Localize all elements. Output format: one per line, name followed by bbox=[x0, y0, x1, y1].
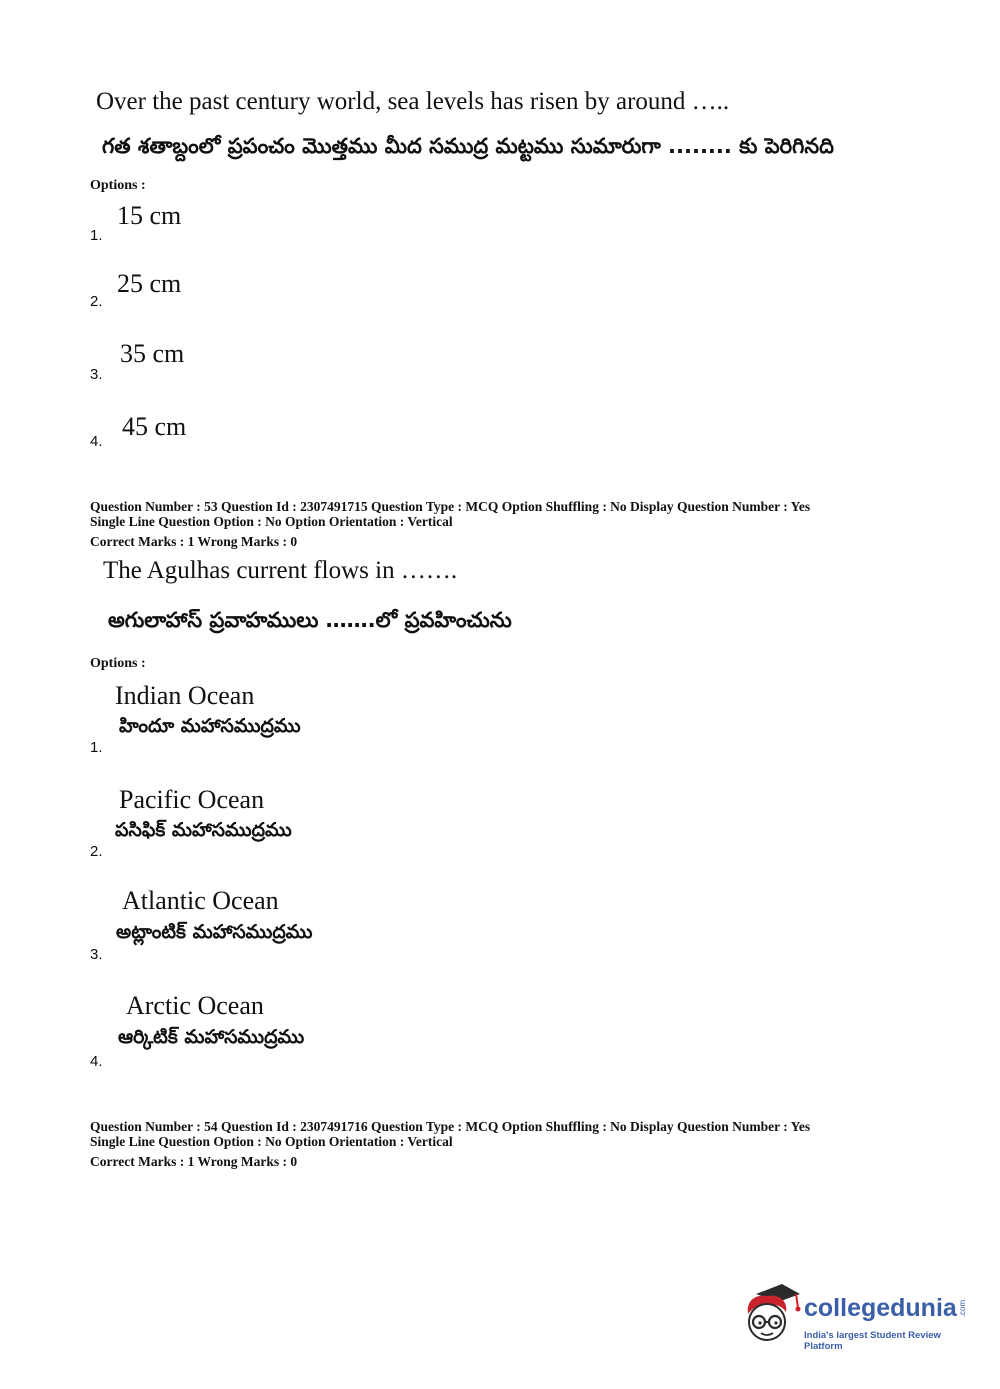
q53-marks: Correct Marks : 1 Wrong Marks : 0 bbox=[90, 534, 298, 549]
q54-meta-line-2: Single Line Question Option : No Option Orientation : Vertical bbox=[90, 1134, 453, 1149]
q53-meta-line-2: Single Line Question Option : No Option Orientation : Vertical bbox=[90, 514, 453, 529]
q52-option-2-number: 2. bbox=[90, 293, 103, 310]
q54-marks: Correct Marks : 1 Wrong Marks : 0 bbox=[90, 1154, 298, 1169]
q53-option-2-telugu: పసిఫిక్ మహాసముద్రము bbox=[115, 819, 292, 841]
q52-option-4-text: 45 cm bbox=[122, 412, 187, 441]
q52-option-2-text: 25 cm bbox=[117, 269, 182, 298]
mascot-icon bbox=[742, 1280, 802, 1346]
q53-option-4-english: Arctic Ocean bbox=[126, 991, 264, 1020]
q52-options-label: Options : bbox=[90, 178, 146, 193]
q52-option-3-number: 3. bbox=[90, 366, 103, 383]
logo-wordmark: collegedunia bbox=[804, 1294, 957, 1322]
q53-option-3-number: 3. bbox=[90, 946, 103, 963]
logo-domain-suffix: .com bbox=[958, 1299, 968, 1318]
q53-option-1-english: Indian Ocean bbox=[115, 681, 255, 710]
q52-question-english: Over the past century world, sea levels has risen by around ….. bbox=[96, 88, 730, 115]
q53-option-4-telugu: ఆర్కిటిక్ మహాసముద్రము bbox=[118, 1026, 305, 1048]
q54-meta-line-1: Question Number : 54 Question Id : 2307491716 Question Type : MCQ Option Shuffling : No Display Question Number : Yes bbox=[90, 1119, 811, 1134]
q53-option-3-telugu: అట్లాంటిక్ మహాసముద్రము bbox=[116, 921, 313, 943]
q53-meta-line-1: Question Number : 53 Question Id : 2307491715 Question Type : MCQ Option Shuffling : No Display Question Number : Yes bbox=[90, 499, 811, 514]
q53-question-telugu: అగులాహాస్ ప్రవాహములు …….లో ప్రవహించును bbox=[108, 608, 512, 632]
q52-option-1-text: 15 cm bbox=[117, 201, 182, 230]
q53-option-2-english: Pacific Ocean bbox=[119, 785, 265, 814]
q53-option-2-number: 2. bbox=[90, 843, 103, 860]
logo-tagline: India's largest Student Review Platform bbox=[804, 1330, 941, 1352]
q53-option-4-number: 4. bbox=[90, 1053, 103, 1070]
q53-option-3-english: Atlantic Ocean bbox=[122, 886, 279, 915]
q52-question-telugu: గత శతాబ్దంలో ప్రపంచం మొత్తము మీద సముద్ర మట్టము సుమారుగా ........ కు పెరిగినది bbox=[102, 134, 834, 158]
q52-option-3-text: 35 cm bbox=[120, 339, 185, 368]
q52-option-1-number: 1. bbox=[90, 227, 103, 244]
collegedunia-logo bbox=[742, 1280, 972, 1350]
q53-options-label: Options : bbox=[90, 656, 146, 671]
q53-option-1-telugu: హిందూ మహాసముద్రము bbox=[119, 715, 301, 737]
q52-option-4-number: 4. bbox=[90, 433, 103, 450]
q53-option-1-number: 1. bbox=[90, 739, 103, 756]
q53-question-english: The Agulhas current flows in ……. bbox=[103, 557, 458, 584]
